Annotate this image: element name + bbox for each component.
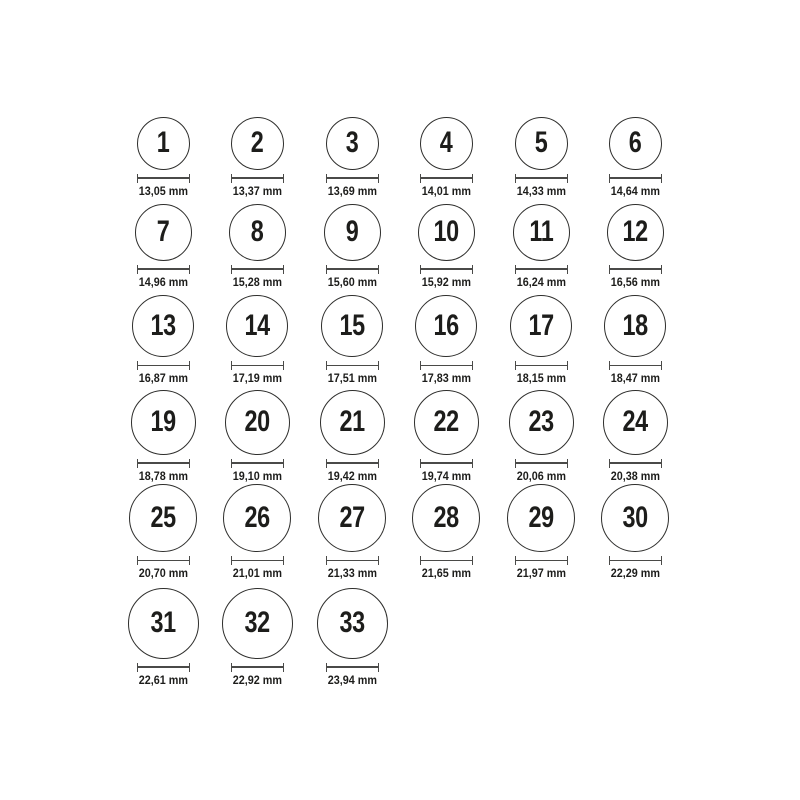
ring-size-cell bbox=[494, 295, 588, 385]
ring-size-cell bbox=[399, 117, 493, 198]
ring-size-number: 1 bbox=[156, 126, 170, 159]
ring-size-cell bbox=[399, 390, 493, 483]
ring-diameter-label: 22,29 mm bbox=[610, 566, 660, 580]
diameter-measure-line bbox=[137, 265, 190, 274]
diameter-measure-line bbox=[326, 459, 379, 468]
ring-size-number: 27 bbox=[339, 501, 365, 534]
ring-size-cell bbox=[305, 588, 399, 687]
ring-diameter-label: 16,24 mm bbox=[516, 274, 566, 289]
diameter-measure-line bbox=[515, 556, 568, 565]
ring-size-number: 24 bbox=[622, 405, 648, 438]
ring-circle bbox=[321, 295, 383, 357]
ring-circle bbox=[318, 484, 386, 552]
ring-size-number: 10 bbox=[433, 215, 459, 248]
ring-size-cell bbox=[494, 484, 588, 580]
diameter-measure-line bbox=[231, 174, 284, 183]
ring-diameter-label: 19,10 mm bbox=[232, 468, 282, 483]
diameter-measure-line bbox=[137, 459, 190, 468]
ring-diameter-label: 14,01 mm bbox=[421, 183, 471, 198]
diameter-measure-line bbox=[609, 265, 662, 274]
ring-size-cell bbox=[305, 390, 399, 483]
ring-size-number: 12 bbox=[622, 215, 648, 248]
ring-diameter-label: 18,47 mm bbox=[610, 371, 660, 385]
diameter-measure-line bbox=[137, 556, 190, 565]
ring-circle bbox=[231, 117, 284, 170]
ring-size-number: 11 bbox=[529, 215, 553, 248]
diameter-measure-line bbox=[515, 174, 568, 183]
ring-size-number: 16 bbox=[433, 309, 459, 342]
ring-circle bbox=[135, 204, 192, 261]
ring-circle bbox=[601, 484, 669, 552]
diameter-measure-line bbox=[420, 174, 473, 183]
diameter-measure-line bbox=[326, 361, 379, 370]
ring-circle bbox=[415, 295, 477, 357]
ring-diameter-label: 17,83 mm bbox=[421, 371, 471, 385]
ring-circle bbox=[222, 588, 293, 659]
ring-circle bbox=[609, 117, 662, 170]
diameter-measure-line bbox=[609, 556, 662, 565]
ring-size-number: 22 bbox=[433, 405, 459, 438]
diameter-measure-line bbox=[515, 459, 568, 468]
ring-size-number: 7 bbox=[156, 215, 170, 248]
ring-size-cell bbox=[399, 295, 493, 385]
diameter-measure-line bbox=[609, 174, 662, 183]
diameter-measure-line bbox=[515, 361, 568, 370]
ring-size-cell bbox=[210, 295, 304, 385]
ring-size-number: 13 bbox=[150, 309, 176, 342]
ring-size-number: 19 bbox=[150, 405, 176, 438]
ring-diameter-label: 18,78 mm bbox=[138, 468, 188, 483]
diameter-measure-line bbox=[326, 174, 379, 183]
ring-size-number: 21 bbox=[339, 405, 365, 438]
diameter-measure-line bbox=[231, 556, 284, 565]
ring-size-cell bbox=[588, 117, 682, 198]
ring-size-number: 3 bbox=[345, 126, 359, 159]
ring-circle bbox=[412, 484, 480, 552]
ring-diameter-label: 13,37 mm bbox=[232, 183, 282, 198]
diameter-measure-line bbox=[231, 265, 284, 274]
ring-circle bbox=[229, 204, 286, 261]
ring-diameter-label: 21,33 mm bbox=[327, 566, 377, 580]
ring-diameter-label: 16,56 mm bbox=[610, 274, 660, 289]
ring-size-cell bbox=[116, 295, 210, 385]
ring-circle bbox=[515, 117, 568, 170]
ring-size-cell bbox=[116, 204, 210, 289]
ring-circle bbox=[507, 484, 575, 552]
ring-size-cell bbox=[210, 117, 304, 198]
ring-diameter-label: 13,05 mm bbox=[138, 183, 188, 198]
ring-circle bbox=[603, 390, 668, 455]
diameter-measure-line bbox=[420, 361, 473, 370]
ring-size-number: 15 bbox=[339, 309, 365, 342]
ring-size-cell bbox=[305, 484, 399, 580]
ring-diameter-label: 14,64 mm bbox=[610, 183, 660, 198]
ring-diameter-label: 20,06 mm bbox=[516, 468, 566, 483]
diameter-measure-line bbox=[420, 556, 473, 565]
ring-diameter-label: 15,60 mm bbox=[327, 274, 377, 289]
ring-circle bbox=[513, 204, 570, 261]
ring-size-cell bbox=[116, 390, 210, 483]
ring-size-cell bbox=[588, 295, 682, 385]
ring-size-cell bbox=[210, 588, 304, 687]
ring-diameter-label: 23,94 mm bbox=[327, 672, 377, 687]
diameter-measure-line bbox=[231, 361, 284, 370]
ring-diameter-label: 15,28 mm bbox=[232, 274, 282, 289]
ring-size-cell bbox=[210, 204, 304, 289]
diameter-measure-line bbox=[326, 663, 379, 672]
ring-diameter-label: 22,92 mm bbox=[232, 672, 282, 687]
ring-circle bbox=[223, 484, 291, 552]
ring-diameter-label: 21,01 mm bbox=[232, 566, 282, 580]
ring-size-cell bbox=[305, 295, 399, 385]
diameter-measure-line bbox=[326, 265, 379, 274]
ring-diameter-label: 22,61 mm bbox=[138, 672, 188, 687]
ring-circle bbox=[226, 295, 288, 357]
ring-size-cell bbox=[399, 204, 493, 289]
ring-size-number: 23 bbox=[528, 405, 554, 438]
ring-circle bbox=[607, 204, 664, 261]
diameter-measure-line bbox=[609, 459, 662, 468]
ring-size-number: 25 bbox=[150, 501, 176, 534]
ring-size-cell bbox=[305, 204, 399, 289]
diameter-measure-line bbox=[326, 556, 379, 565]
ring-size-cell bbox=[494, 390, 588, 483]
ring-size-number: 20 bbox=[244, 405, 270, 438]
ring-size-cell bbox=[588, 484, 682, 580]
diameter-measure-line bbox=[231, 459, 284, 468]
ring-size-number: 29 bbox=[528, 501, 554, 534]
ring-diameter-label: 14,96 mm bbox=[138, 274, 188, 289]
ring-circle bbox=[418, 204, 475, 261]
ring-diameter-label: 19,74 mm bbox=[421, 468, 471, 483]
ring-size-cell bbox=[494, 117, 588, 198]
ring-circle bbox=[128, 588, 199, 659]
ring-circle bbox=[317, 588, 388, 659]
ring-size-number: 2 bbox=[250, 126, 264, 159]
ring-diameter-label: 15,92 mm bbox=[421, 274, 471, 289]
ring-size-number: 32 bbox=[244, 606, 270, 639]
ring-size-cell bbox=[116, 117, 210, 198]
ring-diameter-label: 19,42 mm bbox=[327, 468, 377, 483]
ring-diameter-label: 14,33 mm bbox=[516, 183, 566, 198]
ring-diameter-label: 17,51 mm bbox=[327, 371, 377, 385]
ring-size-number: 33 bbox=[339, 606, 365, 639]
ring-size-cell bbox=[494, 204, 588, 289]
ring-diameter-label: 13,69 mm bbox=[327, 183, 377, 198]
diameter-measure-line bbox=[420, 265, 473, 274]
ring-circle bbox=[132, 295, 194, 357]
diameter-measure-line bbox=[231, 663, 284, 672]
diameter-measure-line bbox=[137, 174, 190, 183]
ring-circle bbox=[326, 117, 379, 170]
ring-diameter-label: 18,15 mm bbox=[516, 371, 566, 385]
diameter-measure-line bbox=[137, 361, 190, 370]
ring-circle bbox=[420, 117, 473, 170]
ring-circle bbox=[509, 390, 574, 455]
diameter-measure-line bbox=[420, 459, 473, 468]
ring-size-cell bbox=[588, 390, 682, 483]
ring-size-cell bbox=[588, 204, 682, 289]
ring-size-number: 8 bbox=[250, 215, 264, 248]
ring-circle bbox=[324, 204, 381, 261]
ring-size-number: 17 bbox=[528, 309, 554, 342]
ring-size-number: 28 bbox=[433, 501, 459, 534]
ring-size-cell bbox=[399, 484, 493, 580]
ring-size-cell bbox=[210, 390, 304, 483]
ring-size-number: 9 bbox=[345, 215, 359, 248]
diameter-measure-line bbox=[515, 265, 568, 274]
ring-size-number: 31 bbox=[150, 606, 176, 639]
ring-size-number: 18 bbox=[622, 309, 648, 342]
ring-size-number: 4 bbox=[439, 126, 453, 159]
ring-circle bbox=[137, 117, 190, 170]
ring-circle bbox=[510, 295, 572, 357]
ring-size-cell bbox=[116, 484, 210, 580]
ring-diameter-label: 20,70 mm bbox=[138, 566, 188, 580]
ring-size-number: 26 bbox=[244, 501, 270, 534]
ring-size-cell bbox=[116, 588, 210, 687]
ring-diameter-label: 21,65 mm bbox=[421, 566, 471, 580]
ring-circle bbox=[604, 295, 666, 357]
diameter-measure-line bbox=[609, 361, 662, 370]
ring-size-cell bbox=[305, 117, 399, 198]
ring-diameter-label: 21,97 mm bbox=[516, 566, 566, 580]
ring-circle bbox=[414, 390, 479, 455]
ring-size-cell bbox=[210, 484, 304, 580]
ring-circle bbox=[320, 390, 385, 455]
ring-diameter-label: 20,38 mm bbox=[610, 468, 660, 483]
ring-circle bbox=[225, 390, 290, 455]
ring-size-number: 6 bbox=[628, 126, 642, 159]
ring-size-number: 14 bbox=[244, 309, 270, 342]
ring-size-number: 30 bbox=[622, 501, 648, 534]
ring-circle bbox=[131, 390, 196, 455]
ring-circle bbox=[129, 484, 197, 552]
ring-diameter-label: 16,87 mm bbox=[138, 371, 188, 385]
ring-diameter-label: 17,19 mm bbox=[232, 371, 282, 385]
diameter-measure-line bbox=[137, 663, 190, 672]
ring-size-number: 5 bbox=[534, 126, 548, 159]
